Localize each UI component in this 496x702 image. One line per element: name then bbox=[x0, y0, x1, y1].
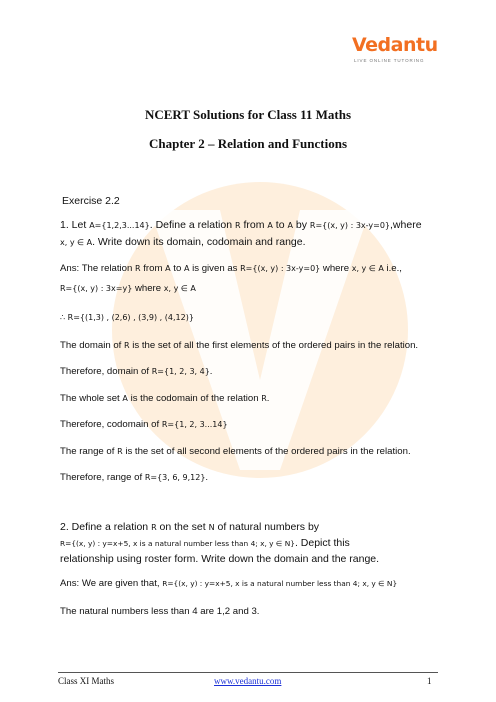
page-title: NCERT Solutions for Class 11 Maths bbox=[144, 107, 352, 122]
question-1-line-2: x, y ∈ A. Write down its domain, codomain and range. bbox=[60, 236, 306, 248]
logo-tagline: LIVE ONLINE TUTORING bbox=[354, 58, 425, 63]
answer-1-line-1: Ans: The relation R from A to A is given as R={(x, y) : 3x-y=0} where x, y ∈ A i.e., bbox=[60, 263, 402, 274]
footer-page-number: 1 bbox=[427, 676, 432, 686]
answer-2-line-1: Ans: We are given that, R={(x, y) : y=x+5, x is a natural number less than 4; x, y ∈ N} bbox=[60, 578, 398, 589]
footer-divider bbox=[58, 672, 438, 673]
answer-1-relation-roster: ∴ R={(1,3) , (2,6) , (3,9) , (4,12)} bbox=[60, 313, 194, 322]
vedantu-logo bbox=[352, 34, 456, 70]
question-1-line-1: 1. Let A={1,2,3...14}. Define a relation R from A to A by R={(x, y) : 3x-y=0},where bbox=[60, 219, 422, 231]
answer-1-line-2: R={(x, y) : 3x=y} where x, y ∈ A bbox=[60, 283, 196, 294]
footer-class-label: Class XI Maths bbox=[58, 676, 114, 686]
domain-result: Therefore, domain of R={1, 2, 3, 4}. bbox=[60, 366, 213, 377]
range-statement: The range of R is the set of all second elements of the ordered pairs in the relation. bbox=[60, 446, 411, 457]
question-2-line-2: R={(x, y) : y=x+5, x is a natural number less than 4; x, y ∈ N}. Depict this bbox=[60, 537, 350, 549]
exercise-heading: Exercise 2.2 bbox=[62, 195, 120, 207]
codomain-statement: The whole set A is the codomain of the relation R. bbox=[60, 393, 270, 404]
question-2-line-1: 2. Define a relation R on the set N of natural numbers by bbox=[60, 521, 320, 533]
logo-wordmark: Vedantu bbox=[352, 34, 438, 56]
codomain-result: Therefore, codomain of R={1, 2, 3...14} bbox=[60, 419, 228, 430]
range-result: Therefore, range of R={3, 6, 9,12}. bbox=[60, 472, 209, 483]
chapter-title: Chapter 2 – Relation and Functions bbox=[148, 136, 348, 151]
footer-website-link[interactable]: www.vedantu.com bbox=[214, 676, 282, 686]
answer-2-line-2: The natural numbers less than 4 are 1,2 and 3. bbox=[60, 606, 260, 617]
domain-statement: The domain of R is the set of all the first elements of the ordered pairs in the relation. bbox=[60, 340, 419, 351]
question-2-line-3: relationship using roster form. Write down the domain and the range. bbox=[60, 553, 380, 565]
